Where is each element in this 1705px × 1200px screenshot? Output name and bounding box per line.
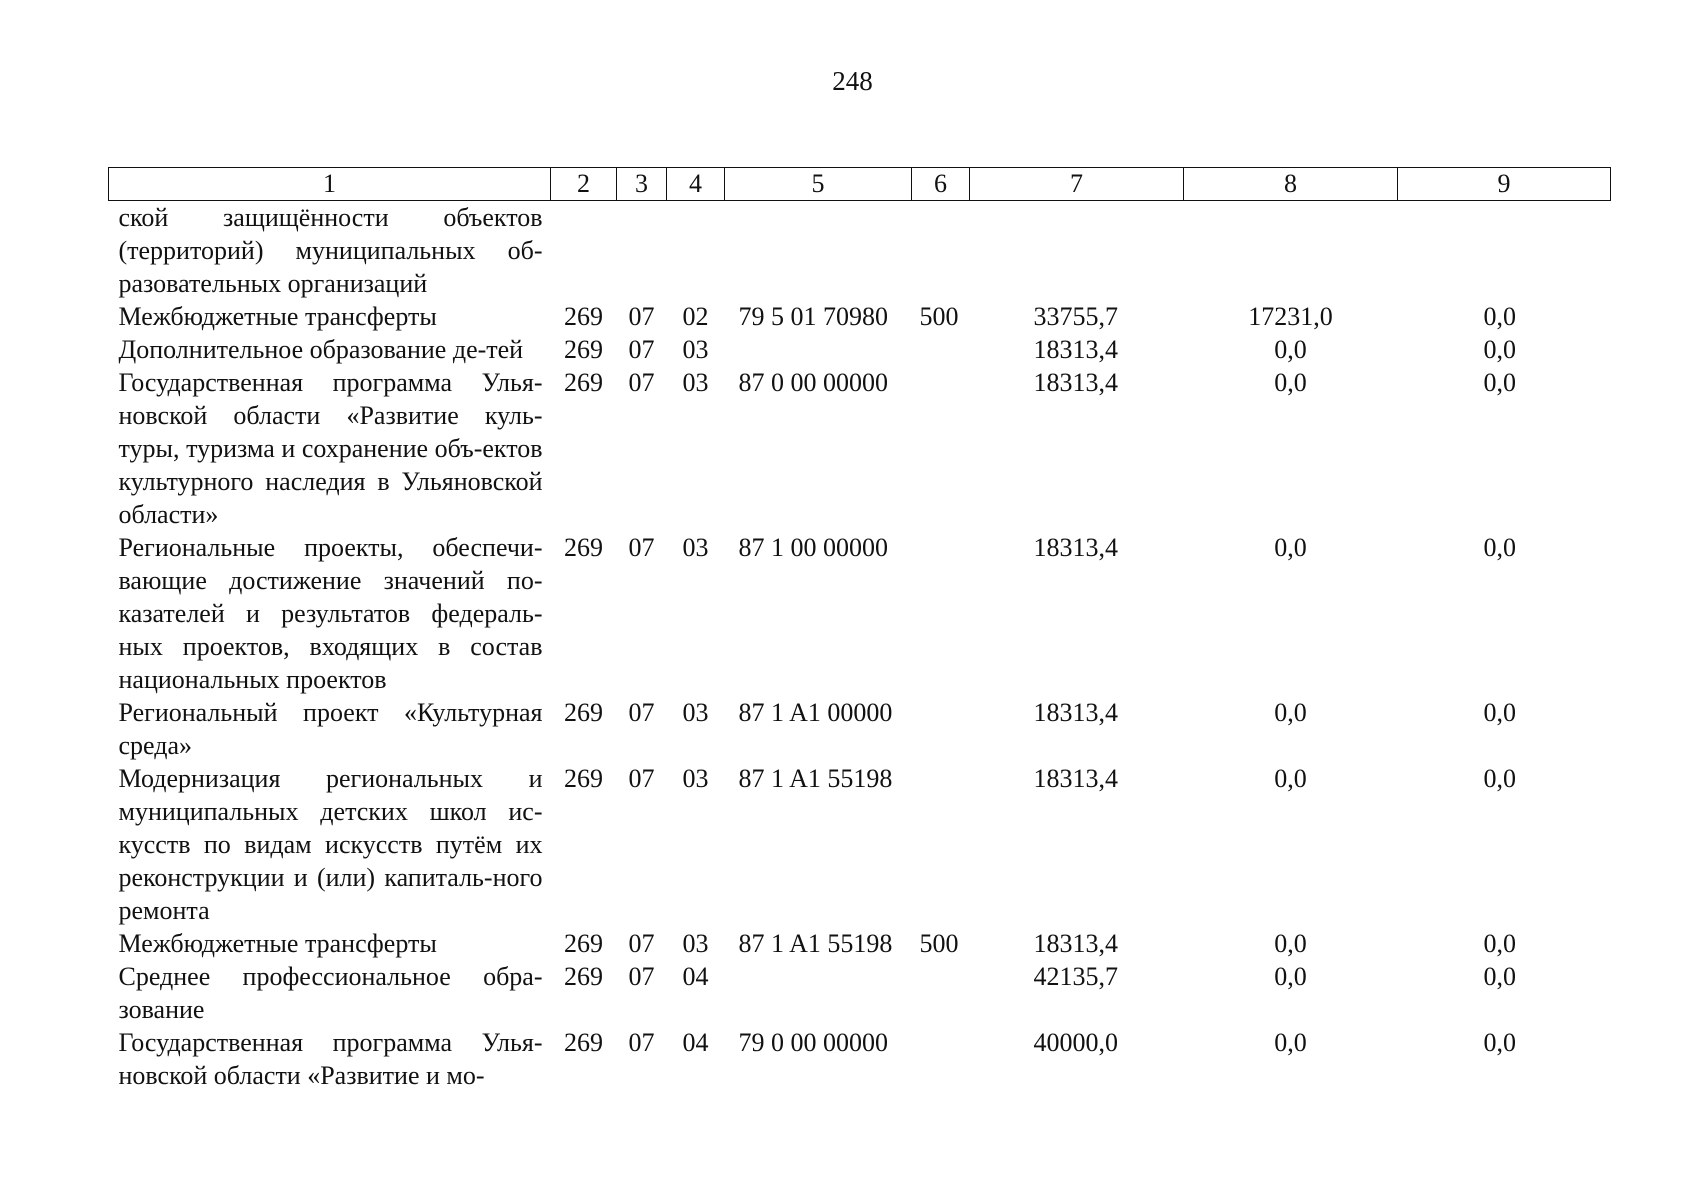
row-subsection-code: 03 — [682, 368, 709, 397]
row-amount-8: 0,0 — [1274, 368, 1307, 397]
row-section-code — [617, 201, 667, 301]
row-name: Межбюджетные трансферты — [118, 302, 437, 331]
row-amount-7: 40000,0 — [1033, 1028, 1118, 1057]
header-col-3: 3 — [617, 168, 667, 201]
row-section-code: 07 — [628, 335, 655, 364]
row-expense-type: 500 — [919, 929, 959, 958]
row-subsection-code: 04 — [682, 1028, 709, 1057]
header-col-2: 2 — [551, 168, 617, 201]
table-row — [109, 696, 1611, 762]
row-subsection-code: 03 — [682, 698, 709, 727]
header-col-7: 7 — [970, 168, 1184, 201]
row-name: Региональные проекты, обеспечи-вающие достижение значений по-казателей и результатов федераль-ных проектов, входящих в состав национальных проектов — [118, 533, 543, 694]
row-amount-9: 0,0 — [1483, 962, 1516, 991]
row-section-code: 07 — [628, 533, 655, 562]
row-expense-type — [912, 531, 970, 696]
row-amount-9: 0,0 — [1483, 764, 1516, 793]
row-amount-8: 0,0 — [1274, 929, 1307, 958]
row-amount-8 — [1184, 201, 1398, 301]
header-col-4: 4 — [667, 168, 725, 201]
row-name: Региональный проект «Культурная среда» — [118, 698, 543, 760]
row-target-article: 87 1 00 00000 — [738, 533, 888, 562]
row-amount-8: 0,0 — [1274, 1028, 1307, 1057]
row-amount-8: 0,0 — [1274, 962, 1307, 991]
row-name: ской защищённости объектов (территорий) муниципальных об-разовательных организаций — [118, 203, 543, 298]
row-subsection-code: 03 — [682, 929, 709, 958]
row-amount-9: 0,0 — [1483, 698, 1516, 727]
row-expense-type — [912, 366, 970, 531]
row-subsection-code — [667, 201, 725, 301]
table-row — [109, 333, 1611, 366]
row-expense-type — [912, 1026, 970, 1092]
row-amount-7: 18313,4 — [1033, 929, 1118, 958]
row-section-code: 07 — [628, 962, 655, 991]
row-expense-type — [912, 696, 970, 762]
header-col-1: 1 — [109, 168, 551, 201]
row-expense-type — [912, 960, 970, 1026]
row-amount-7: 18313,4 — [1033, 764, 1118, 793]
header-col-8: 8 — [1184, 168, 1398, 201]
row-target-article: 87 1 A1 55198 — [738, 929, 893, 958]
row-section-code: 07 — [628, 929, 655, 958]
row-amount-9: 0,0 — [1483, 335, 1516, 364]
row-target-article: 79 5 01 70980 — [738, 302, 888, 331]
row-ministry-code: 269 — [564, 533, 603, 562]
row-section-code: 07 — [628, 368, 655, 397]
row-name: Дополнительное образование де-тей — [118, 335, 524, 364]
row-amount-8: 0,0 — [1274, 335, 1307, 364]
row-name: Межбюджетные трансферты — [118, 929, 437, 958]
row-target-article — [725, 333, 912, 366]
row-amount-7: 42135,7 — [1033, 962, 1118, 991]
row-amount-8: 0,0 — [1274, 698, 1307, 727]
row-name: Государственная программа Улья-новской области «Развитие куль-туры, туризма и сохранение объ-ектов культурного наследия в Ульяновской области» — [118, 368, 543, 529]
table-row — [109, 366, 1611, 531]
row-name: Модернизация региональных и муниципальных детских школ ис-кусств по видам искусств путём их реконструкции и (или) капиталь-ного ремонта — [118, 764, 543, 925]
row-target-article: 79 0 00 00000 — [738, 1028, 888, 1057]
row-target-article — [725, 201, 912, 301]
header-col-6: 6 — [912, 168, 970, 201]
row-ministry-code: 269 — [564, 335, 603, 364]
row-expense-type: 500 — [919, 302, 959, 331]
row-amount-9: 0,0 — [1483, 929, 1516, 958]
row-amount-7 — [970, 201, 1184, 301]
row-ministry-code: 269 — [564, 302, 603, 331]
row-target-article: 87 0 00 00000 — [738, 368, 888, 397]
row-ministry-code: 269 — [564, 764, 603, 793]
row-amount-7: 18313,4 — [1033, 368, 1118, 397]
row-subsection-code: 04 — [682, 962, 709, 991]
row-name: Среднее профессиональное обра-зование — [118, 962, 543, 1024]
row-expense-type — [912, 333, 970, 366]
table-row — [109, 300, 1611, 333]
header-col-5: 5 — [725, 168, 912, 201]
row-ministry-code — [551, 201, 617, 301]
header-col-9: 9 — [1398, 168, 1611, 201]
row-section-code: 07 — [628, 1028, 655, 1057]
row-amount-9: 0,0 — [1483, 533, 1516, 562]
row-subsection-code: 03 — [682, 764, 709, 793]
row-ministry-code: 269 — [564, 1028, 603, 1057]
budget-table-container — [108, 167, 1610, 1092]
row-amount-7: 18313,4 — [1033, 335, 1118, 364]
row-target-article: 87 1 A1 55198 — [738, 764, 893, 793]
table-row — [109, 201, 1611, 301]
row-amount-7: 18313,4 — [1033, 698, 1118, 727]
row-ministry-code: 269 — [564, 368, 603, 397]
row-amount-9: 0,0 — [1483, 1028, 1516, 1057]
row-amount-7: 33755,7 — [1033, 302, 1118, 331]
row-section-code: 07 — [628, 302, 655, 331]
table-row — [109, 960, 1611, 1026]
row-name: Государственная программа Улья-новской области «Развитие и мо- — [118, 1028, 543, 1090]
page-number: 248 — [832, 66, 873, 96]
table-row — [109, 927, 1611, 960]
row-amount-8: 0,0 — [1274, 764, 1307, 793]
row-amount-8: 17231,0 — [1248, 302, 1333, 331]
row-target-article — [725, 960, 912, 1026]
table-row — [109, 531, 1611, 696]
row-amount-8: 0,0 — [1274, 533, 1307, 562]
row-ministry-code: 269 — [564, 962, 603, 991]
row-subsection-code: 03 — [682, 335, 709, 364]
row-amount-9: 0,0 — [1483, 368, 1516, 397]
header-row — [109, 168, 1611, 201]
table-row — [109, 762, 1611, 927]
row-amount-9 — [1398, 201, 1611, 301]
row-section-code: 07 — [628, 764, 655, 793]
row-subsection-code: 03 — [682, 533, 709, 562]
budget-table — [108, 167, 1611, 1092]
row-section-code: 07 — [628, 698, 655, 727]
row-expense-type — [912, 201, 970, 301]
row-subsection-code: 02 — [682, 302, 709, 331]
row-ministry-code: 269 — [564, 698, 603, 727]
row-ministry-code: 269 — [564, 929, 603, 958]
table-row — [109, 1026, 1611, 1092]
row-amount-9: 0,0 — [1483, 302, 1516, 331]
row-target-article: 87 1 A1 00000 — [738, 698, 893, 727]
row-amount-7: 18313,4 — [1033, 533, 1118, 562]
row-expense-type — [912, 762, 970, 927]
